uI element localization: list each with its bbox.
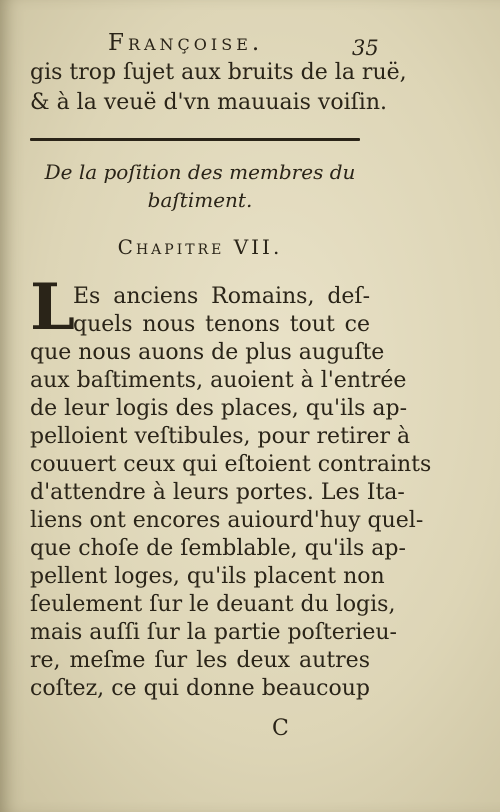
page-header (0, 30, 500, 60)
text-line: coſtez, ce qui donne beaucoup (30, 676, 370, 701)
text-line: que nous auons de plus auguſte (30, 340, 385, 365)
text-line: pelloient veſtibules, pour retirer à (30, 424, 411, 449)
chapter-heading: Chapitre VII. (117, 235, 283, 259)
text-line: d'attendre à leurs portes. Les Ita- (30, 480, 405, 505)
signature-mark: C (272, 716, 289, 741)
text-line: Es anciens Romains, deſ- (73, 284, 370, 309)
text-line: de leur logis des places, qu'ils ap- (30, 396, 408, 421)
text-line: couuert ceux qui eſtoient contraints (30, 452, 432, 477)
section-rule (30, 138, 360, 141)
page-number: 35 (352, 36, 379, 60)
text-line: gis trop ſujet aux bruits de la ruë, (30, 60, 407, 85)
text-line: & à la veuë d'vn mauuais voiſin. (30, 90, 387, 115)
text-line: liens ont encores auiourd'huy quel- (30, 508, 424, 533)
section-title-line-2: baſtiment. (147, 188, 253, 212)
text-line: ſeulement ſur le deuant du logis, (30, 592, 396, 617)
text-line: re, meſme ſur les deux autres (30, 648, 370, 673)
text-line: pellent loges, qu'ils placent non (30, 564, 385, 589)
text-line: aux baſtiments, auoient à l'entrée (30, 368, 407, 393)
text-line: que choſe de ſemblable, qu'ils ap- (30, 536, 406, 561)
drop-cap: L (30, 270, 75, 345)
section-title-line-1: De la poſition des membres du (44, 160, 356, 184)
text-line: mais auſſi ſur la partie poſterieu- (30, 620, 397, 645)
text-line: quels nous tenons tout ce (73, 312, 370, 337)
running-head: Françoise. (108, 30, 264, 56)
